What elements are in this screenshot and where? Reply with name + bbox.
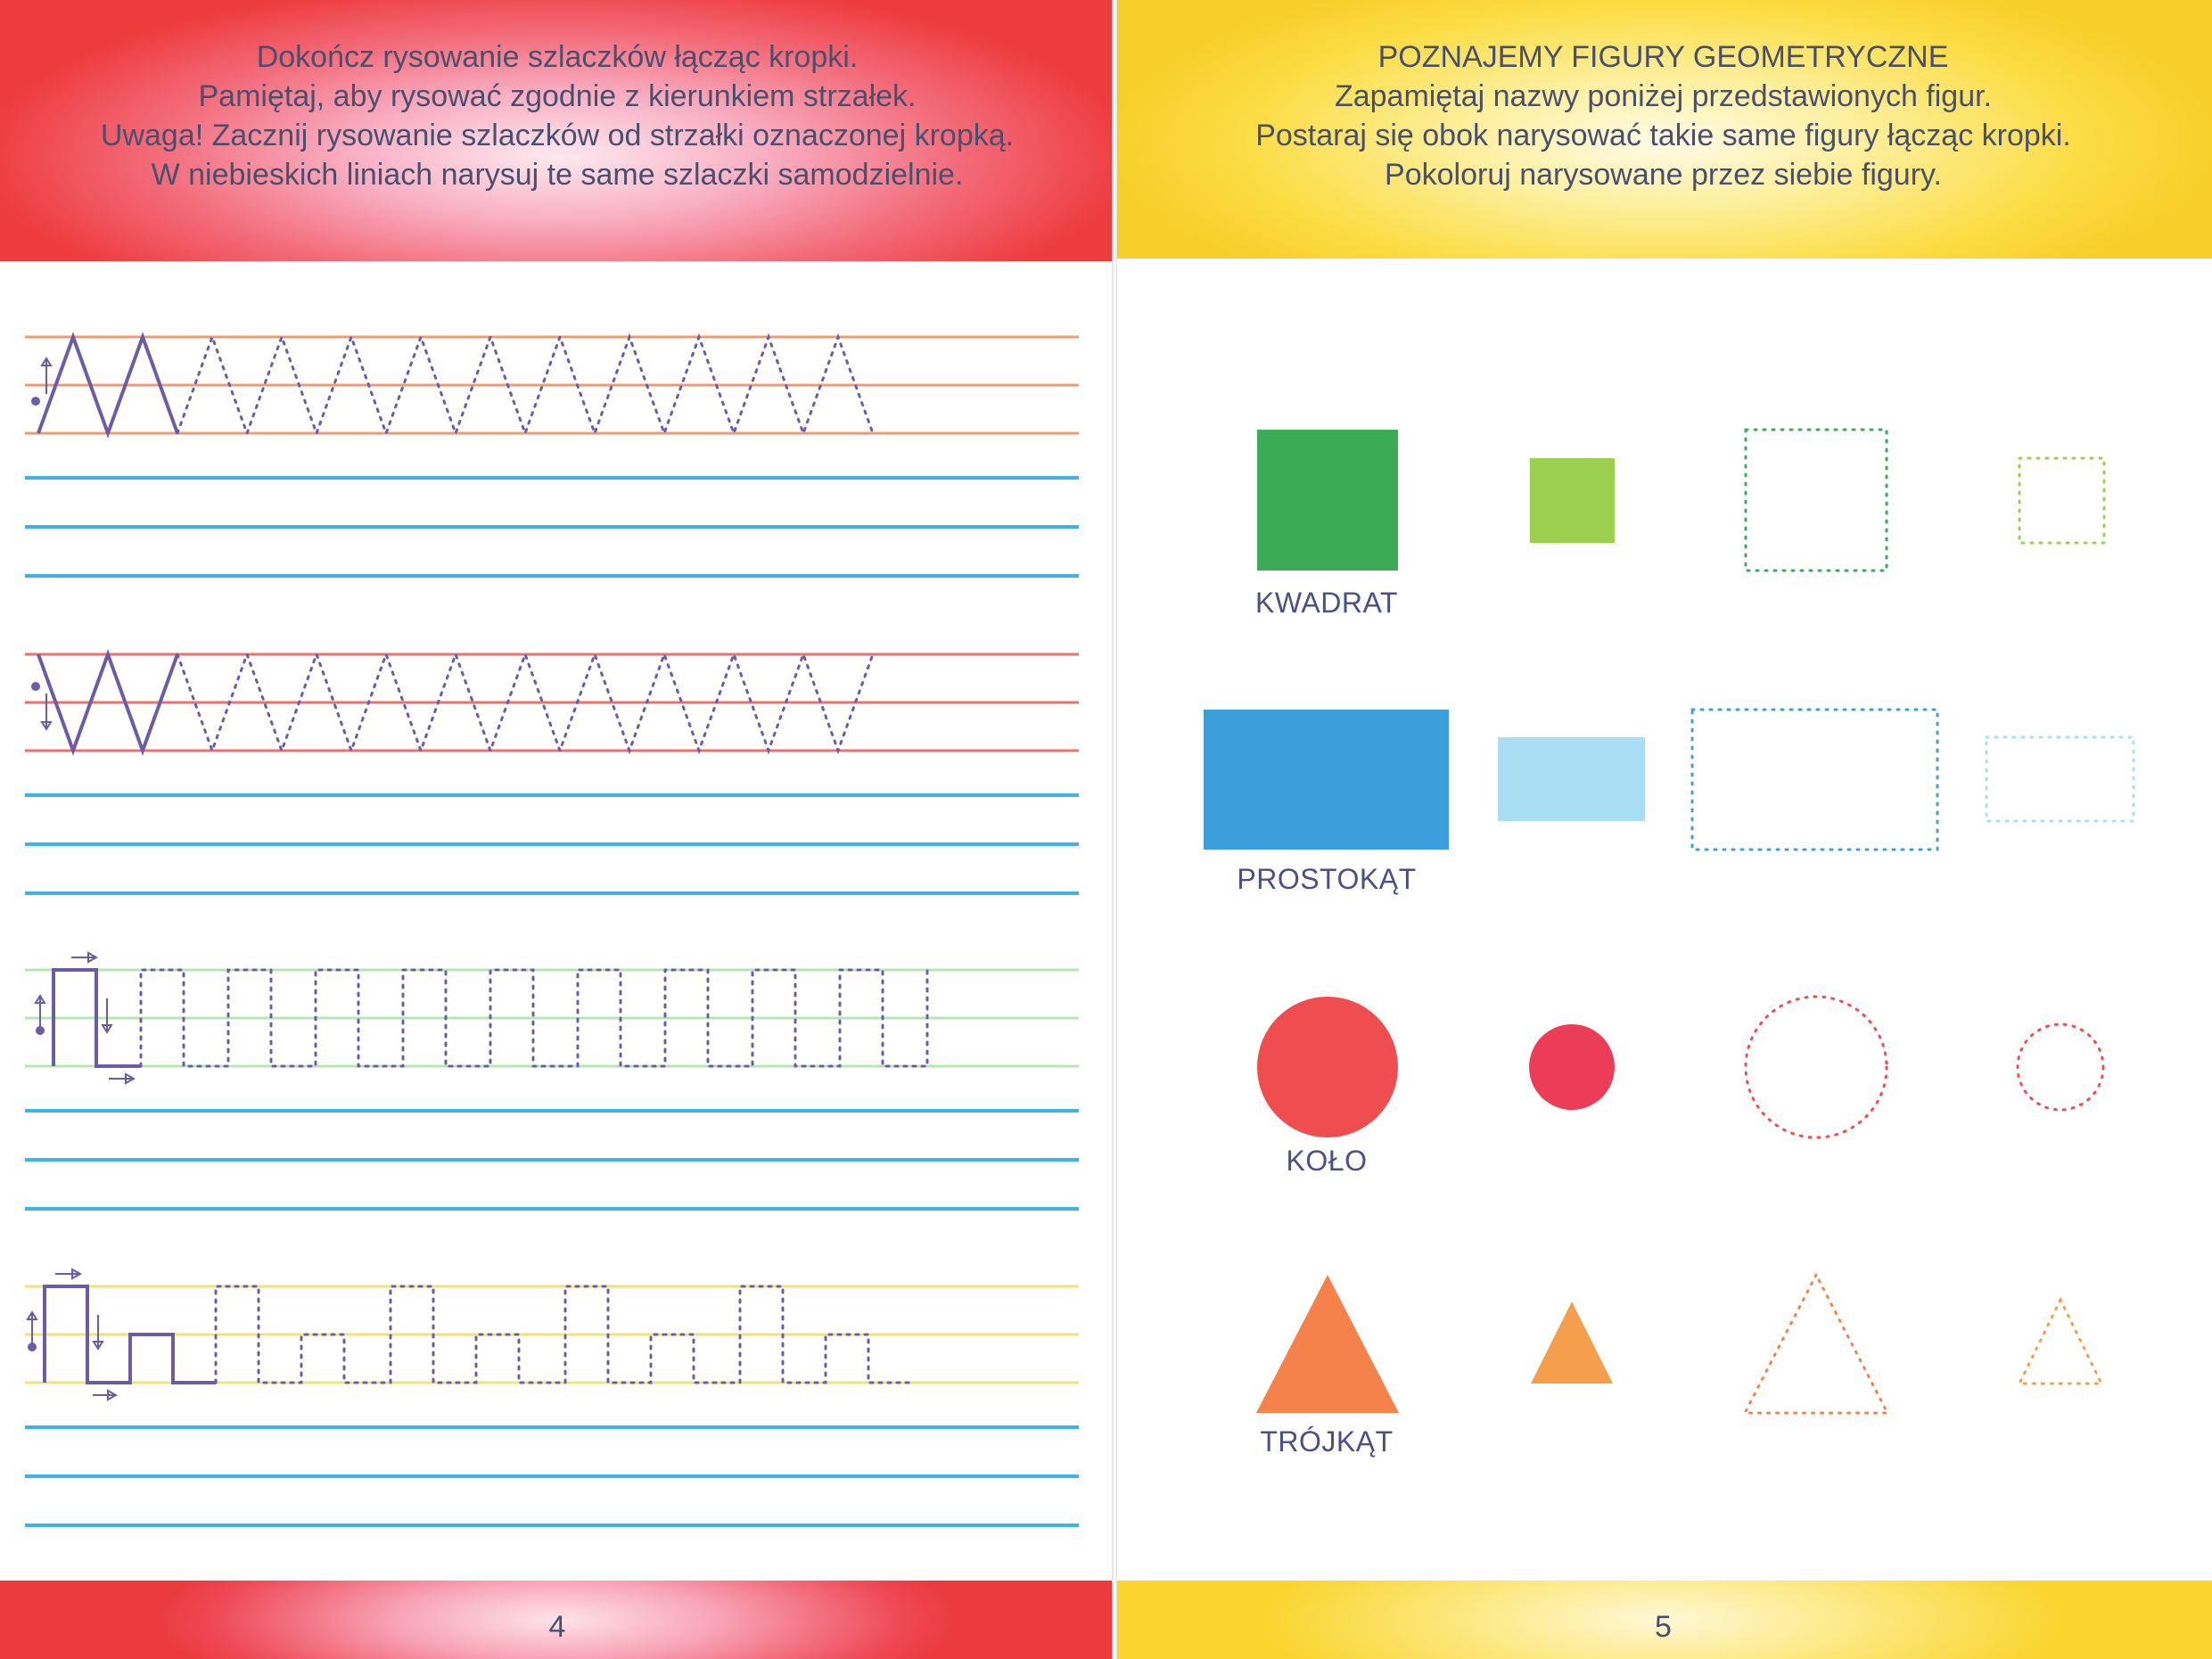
instruction-line: Dokończ rysowanie szlaczków łącząc kropki. xyxy=(256,40,859,74)
label-rectangle: PROSTOKĄT xyxy=(1237,863,1417,895)
instruction-line: Uwaga! Zacznij rysowanie szlaczków od strzałki oznaczonej kropką. xyxy=(100,119,1015,152)
circle-large xyxy=(1257,997,1398,1137)
start-dot xyxy=(31,397,40,406)
page-title: POZNAJEMY FIGURY GEOMETRYCZNE xyxy=(1377,40,1949,74)
figure-row-square xyxy=(1257,430,2104,571)
circle-small-dotted xyxy=(2018,1024,2103,1110)
triangle-small-dotted xyxy=(2019,1300,2101,1384)
shape-figures xyxy=(1114,0,2212,1659)
figure-row-triangle xyxy=(1256,1275,2101,1413)
label-circle: KOŁO xyxy=(1286,1145,1368,1177)
label-triangle: TRÓJKĄT xyxy=(1260,1425,1394,1458)
instruction-line: Zapamiętaj nazwy poniżej przedstawionych figur. xyxy=(1334,79,1993,113)
instruction-line: Postaraj się obok narysować takie same figury łącząc kropki. xyxy=(1255,119,2071,152)
start-dot xyxy=(28,1343,37,1351)
instruction-line: W niebieskich liniach narysuj te same szlaczki samodzielnie. xyxy=(151,158,964,192)
circle-small xyxy=(1529,1024,1615,1110)
figure-row-circle xyxy=(1257,997,2103,1137)
square-small-dotted xyxy=(2019,458,2104,543)
book-gutter xyxy=(1112,0,1117,1659)
square-large xyxy=(1257,430,1398,571)
instruction-line: Pokoloruj narysowane przez siebie figury. xyxy=(1385,158,1942,192)
page-number: 4 xyxy=(548,1610,566,1644)
exercise-1 xyxy=(25,337,1079,576)
triangle-large xyxy=(1256,1275,1399,1413)
rectangle-large-dotted xyxy=(1692,710,1937,850)
triangle-small xyxy=(1531,1302,1613,1384)
square-large-dotted xyxy=(1746,430,1887,571)
exercise-4 xyxy=(25,1269,1079,1525)
right-footer-band xyxy=(1114,1581,2212,1659)
figure-row-rectangle xyxy=(1204,710,2134,850)
square-small xyxy=(1530,458,1615,543)
exercise-3 xyxy=(25,953,1079,1209)
triangle-large-dotted xyxy=(1745,1275,1887,1413)
instruction-line: Pamiętaj, aby rysować zgodnie z kierunkiem strzałek. xyxy=(198,79,917,113)
page-number: 5 xyxy=(1655,1610,1672,1644)
label-square: KWADRAT xyxy=(1255,587,1398,619)
right-page xyxy=(1114,0,2212,1659)
exercise-2 xyxy=(25,654,1079,893)
start-dot xyxy=(31,682,40,691)
circle-large-dotted xyxy=(1746,997,1887,1137)
left-footer-band xyxy=(0,1581,1114,1659)
rectangle-small xyxy=(1498,737,1645,821)
start-dot xyxy=(36,1026,45,1035)
rectangle-large xyxy=(1204,710,1449,850)
rectangle-small-dotted xyxy=(1986,737,2134,821)
